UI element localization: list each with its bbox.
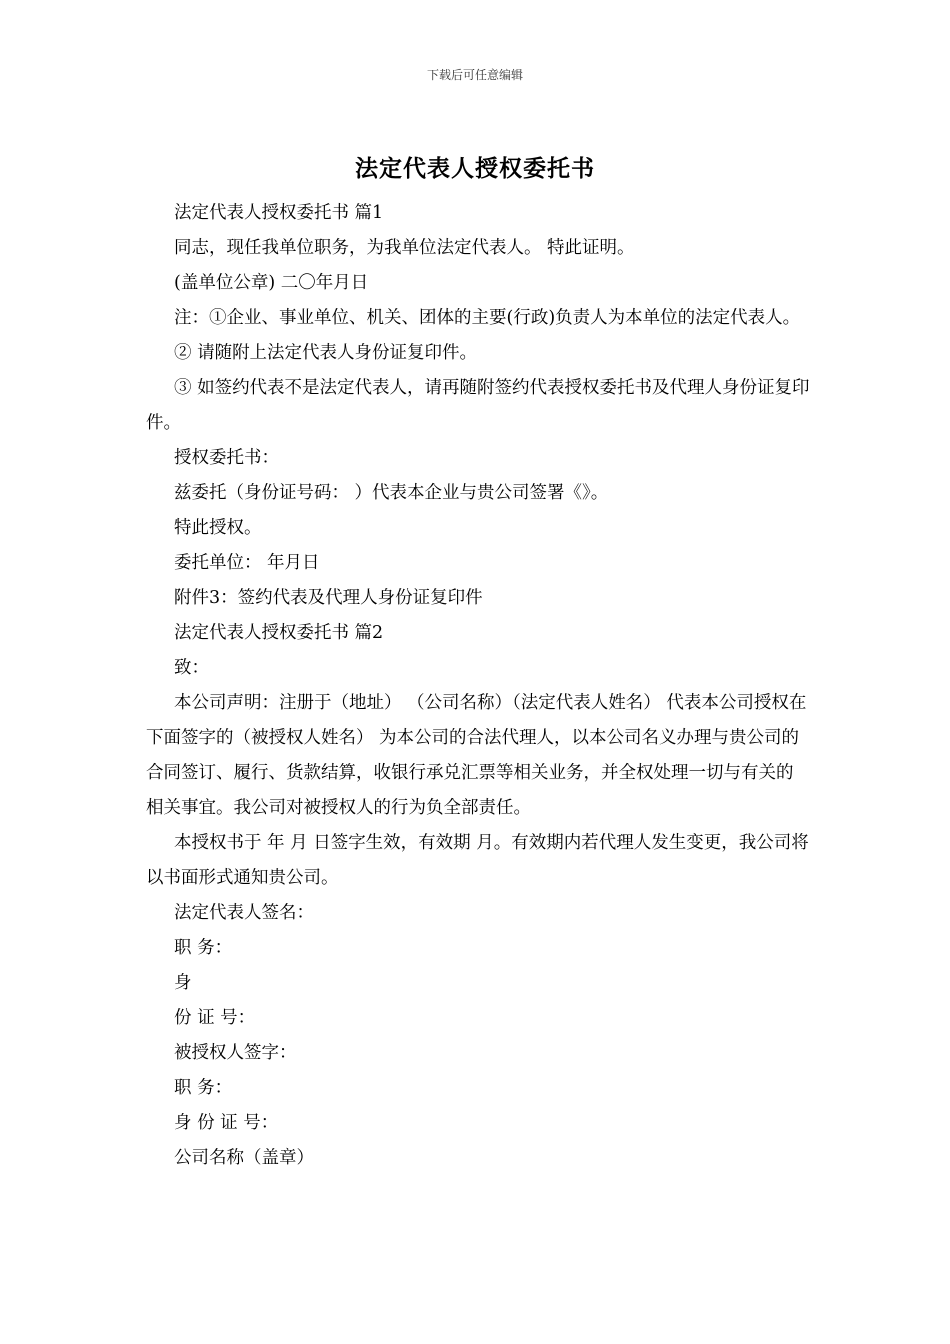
paragraph: (盖单位公章) 二〇年月日 xyxy=(174,273,369,293)
document-body xyxy=(146,196,810,1176)
note-paragraph: ③ 如签约代表不是法定代表人，请再随附签约代表授权委托书及代理人身份证复印件。 xyxy=(146,378,810,433)
paragraph: 致： xyxy=(174,658,209,678)
signature-field: 身 份 证 号： xyxy=(174,1113,279,1133)
header-note: 下载后可任意编辑 xyxy=(426,68,523,82)
signature-field: 份 证 号： xyxy=(174,1008,256,1028)
document-title: 法定代表人授权委托书 xyxy=(355,155,595,182)
signature-field: 身 xyxy=(174,973,192,993)
paragraph: 同志，现任我单位职务，为我单位法定代表人。 特此证明。 xyxy=(174,238,635,258)
paragraph: 委托单位： 年月日 xyxy=(174,553,320,573)
paragraph: 本授权书于 年 月 日签字生效，有效期 月。有效期内若代理人发生变更，我公司将以书面形式通知贵公司。 xyxy=(146,833,809,888)
paragraph: 附件3：签约代表及代理人身份证复印件 xyxy=(174,588,483,608)
signature-field: 职 务： xyxy=(174,938,233,958)
note-paragraph: 注：①企业、事业单位、机关、团体的主要(行政)负责人为本单位的法定代表人。 xyxy=(174,308,801,328)
paragraph: 兹委托（身份证号码： ）代表本企业与贵公司签署《》。 xyxy=(174,483,609,503)
signature-field: 法定代表人签名： xyxy=(174,903,314,923)
section-heading-1: 法定代表人授权委托书 篇1 xyxy=(174,203,384,223)
paragraph: 本公司声明：注册于（地址） （公司名称）（法定代表人姓名） 代表本公司授权在下面签字的（被授权人姓名） 为本公司的合法代理人，以本公司名义办理与贵公司的合同签订、履行、货款结算，收银行承兑汇票等相关业务，并全权处理一切与有关的相关事宜。我公司对被授权人的行为负全部责任。 xyxy=(146,693,807,818)
signature-field: 职 务： xyxy=(174,1078,233,1098)
note-paragraph: ② 请随附上法定代表人身份证复印件。 xyxy=(174,343,478,363)
section-heading-2: 法定代表人授权委托书 篇2 xyxy=(174,623,384,643)
paragraph: 授权委托书： xyxy=(174,448,279,468)
signature-field: 被授权人签字： xyxy=(174,1043,297,1063)
paragraph: 特此授权。 xyxy=(174,518,262,538)
signature-field: 公司名称（盖章） xyxy=(174,1148,314,1168)
